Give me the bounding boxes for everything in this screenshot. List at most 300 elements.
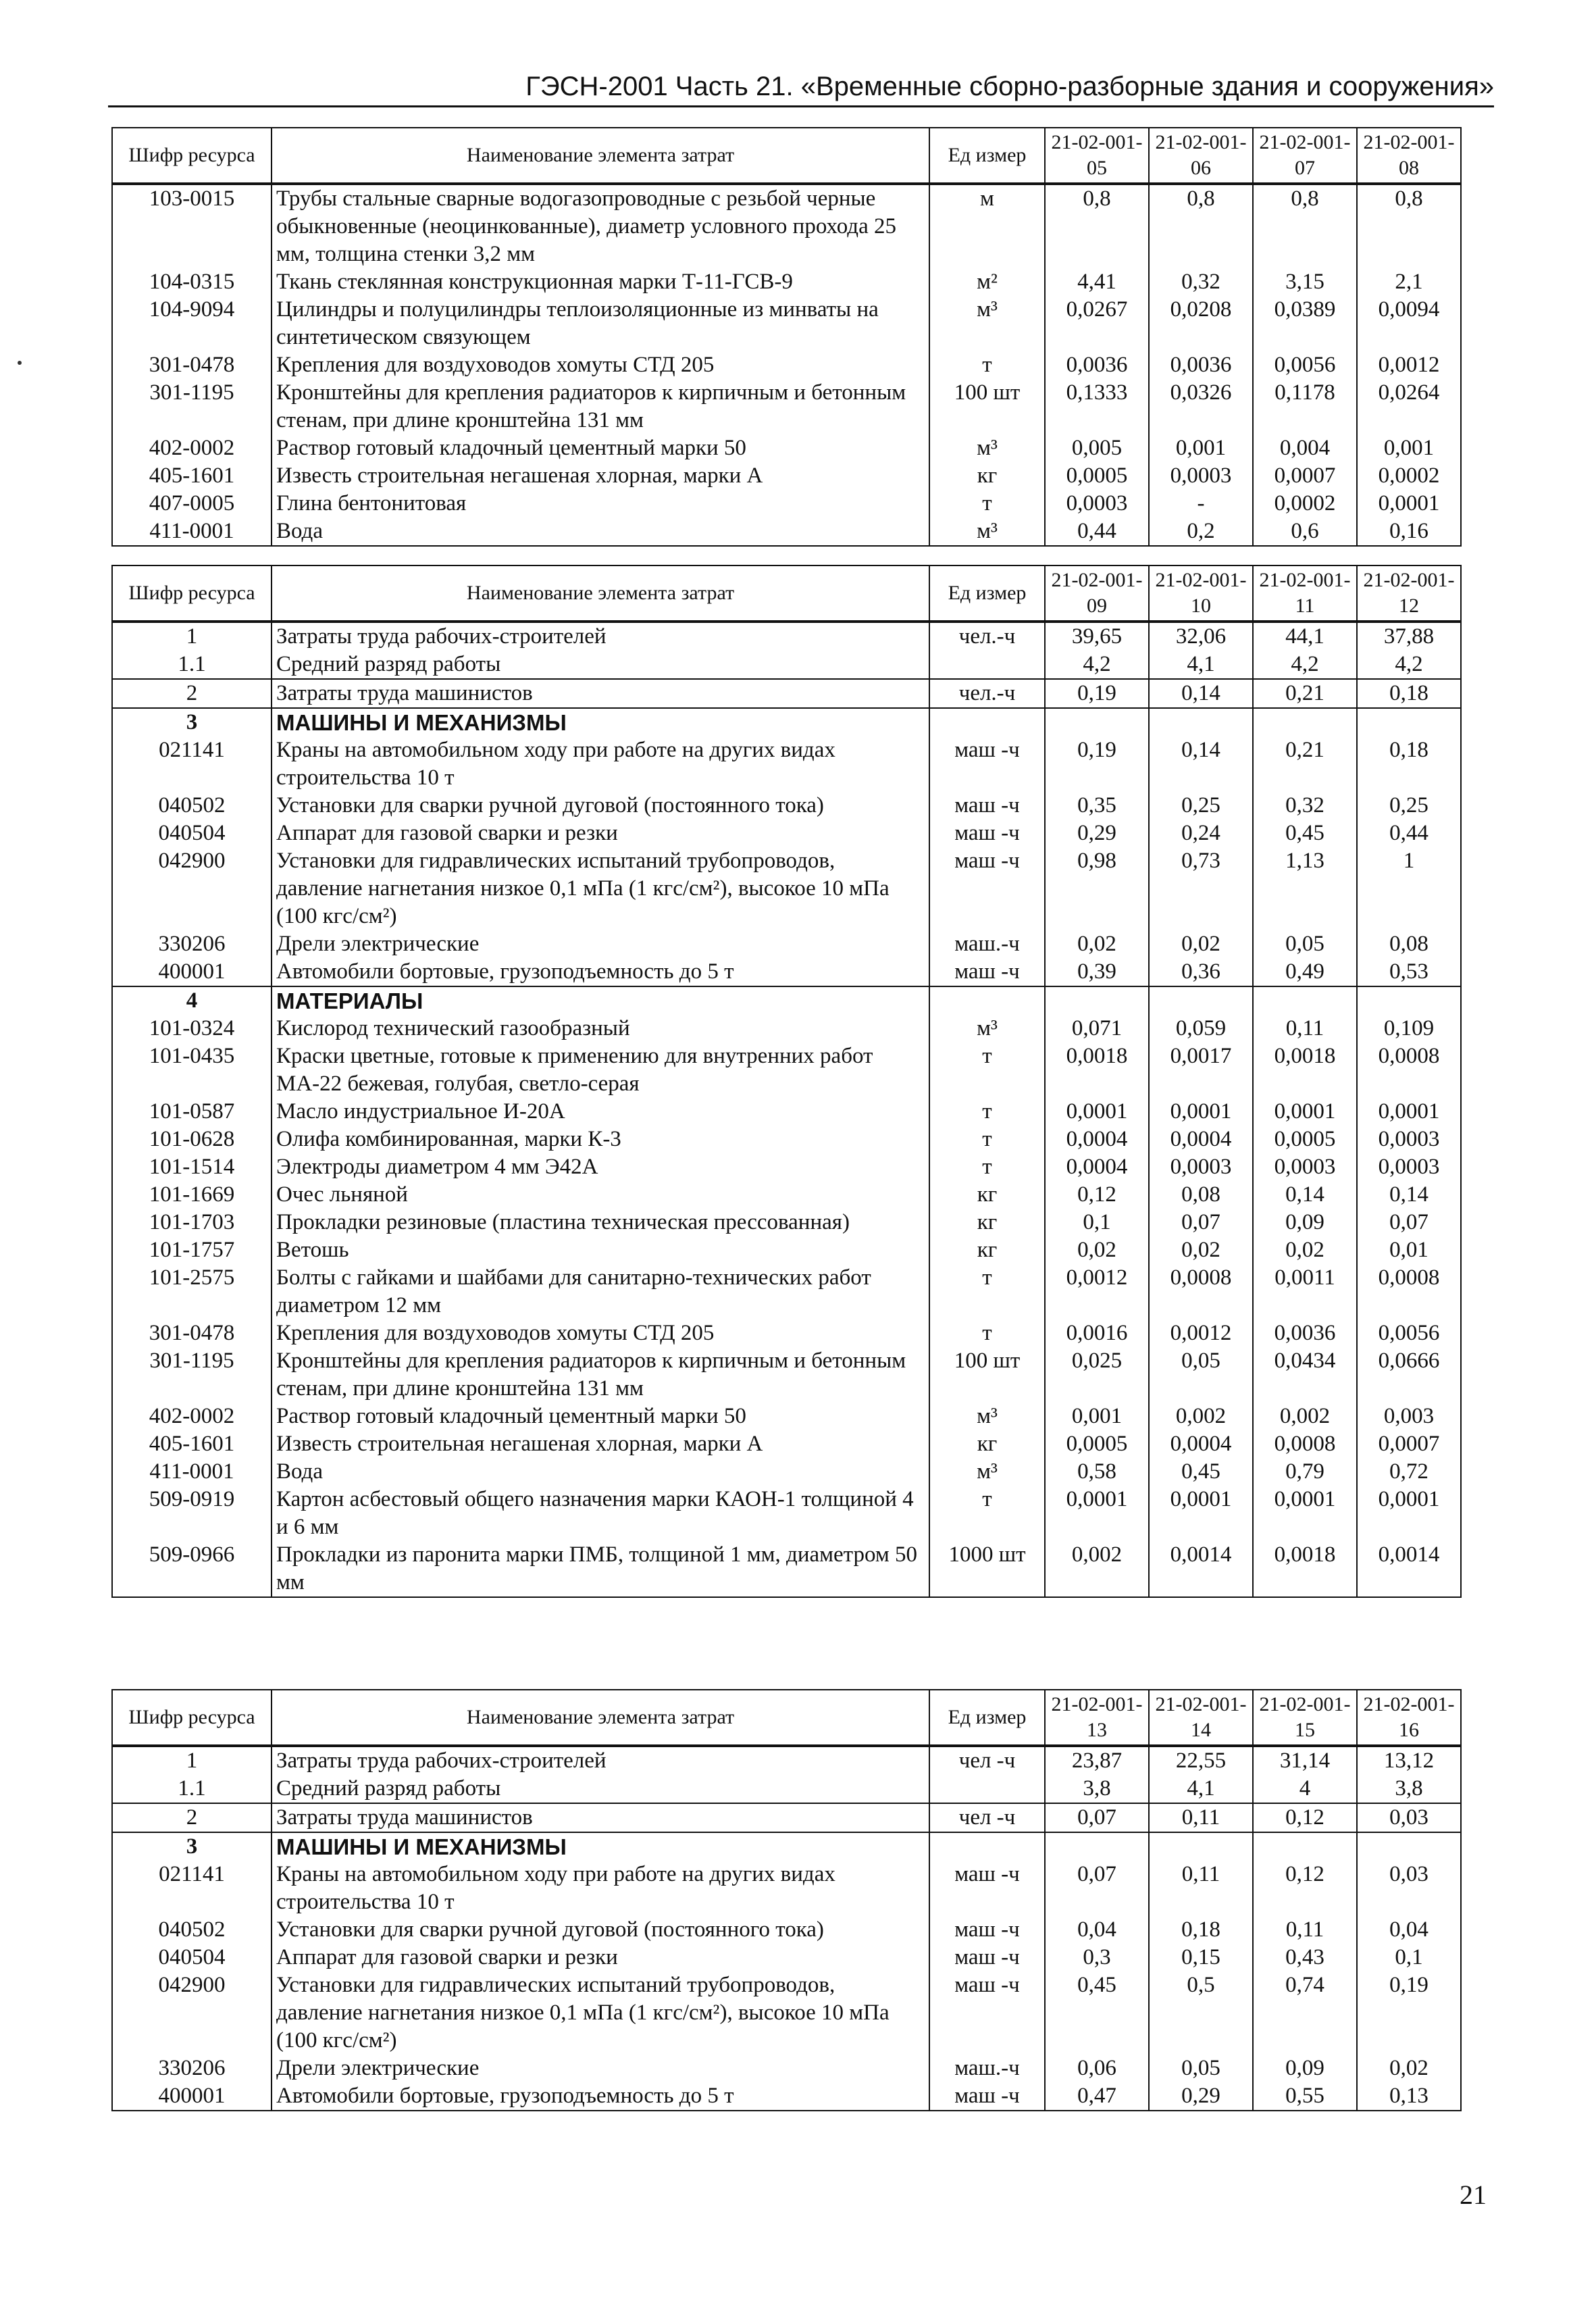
- norm-value: 1,13: [1253, 847, 1357, 930]
- norm-value: 0,8: [1357, 184, 1461, 268]
- norm-value: 3,15: [1253, 268, 1357, 296]
- norm-value: 0,19: [1045, 679, 1149, 708]
- norm-value: 0,0007: [1253, 462, 1357, 490]
- resource-code: 101-0435: [112, 1042, 272, 1098]
- norm-value: 0,74: [1253, 1971, 1357, 2055]
- col-header-code: Шифр ресурса: [112, 565, 272, 622]
- norm-value: 0,0016: [1045, 1319, 1149, 1347]
- norm-value: [1357, 1832, 1461, 1861]
- norm-value: 0,39: [1045, 958, 1149, 986]
- norm-value: 0,07: [1149, 1209, 1253, 1236]
- resource-table-2: [111, 565, 1462, 1598]
- norm-value: 0,14: [1357, 1181, 1461, 1209]
- norm-value: 0,0666: [1357, 1347, 1461, 1403]
- norm-value: 0,25: [1357, 792, 1461, 820]
- norm-value: 0,05: [1149, 1347, 1253, 1403]
- resource-name: Ветошь: [272, 1236, 929, 1264]
- norm-value: 0,44: [1045, 518, 1149, 546]
- col-header-norm: 21-02-001-11: [1253, 565, 1357, 622]
- resource-code: 405-1601: [112, 1430, 272, 1458]
- table-row: [112, 736, 1461, 792]
- unit: маш -ч: [929, 1971, 1045, 2055]
- norm-value: 0,14: [1149, 679, 1253, 708]
- norm-value: 0,0001: [1357, 1098, 1461, 1126]
- resource-name: Затраты труда рабочих-строителей: [272, 622, 929, 651]
- norm-value: 0,24: [1149, 820, 1253, 847]
- norm-value: 0,1333: [1045, 379, 1149, 434]
- norm-value: 0,0007: [1357, 1430, 1461, 1458]
- norm-value: 0,21: [1253, 679, 1357, 708]
- unit: [929, 708, 1045, 736]
- norm-value: [1253, 708, 1357, 736]
- norm-value: 0,12: [1045, 1181, 1149, 1209]
- col-header-norm: 21-02-001-13: [1045, 1690, 1149, 1746]
- norm-value: 2,1: [1357, 268, 1461, 296]
- unit: маш -ч: [929, 847, 1045, 930]
- col-header-norm: 21-02-001-07: [1253, 128, 1357, 184]
- resource-code: 301-1195: [112, 1347, 272, 1403]
- resource-name: Очес льняной: [272, 1181, 929, 1209]
- table-row: [112, 518, 1461, 546]
- norm-value: 0,2: [1149, 518, 1253, 546]
- norm-value: 0,05: [1149, 2055, 1253, 2082]
- norm-value: 0,03: [1357, 1861, 1461, 1916]
- table-row: [112, 1347, 1461, 1403]
- table-row: [112, 1458, 1461, 1486]
- norm-value: 0,0001: [1357, 490, 1461, 518]
- norm-value: 0,0003: [1357, 1126, 1461, 1153]
- unit: маш -ч: [929, 958, 1045, 986]
- unit: т: [929, 490, 1045, 518]
- table-header-row: [112, 128, 1461, 184]
- norm-value: 0,02: [1253, 1236, 1357, 1264]
- norm-value: 0,0208: [1149, 296, 1253, 351]
- norm-value: [1045, 986, 1149, 1015]
- norm-value: 0,0036: [1253, 1319, 1357, 1347]
- norm-value: 0,04: [1045, 1916, 1149, 1944]
- resource-code: 407-0005: [112, 490, 272, 518]
- norm-value: 0,003: [1357, 1403, 1461, 1430]
- resource-code: 400001: [112, 958, 272, 986]
- norm-value: 4,2: [1253, 651, 1357, 679]
- norm-value: 0,11: [1253, 1015, 1357, 1042]
- unit: м³: [929, 1403, 1045, 1430]
- resource-code: 509-0966: [112, 1541, 272, 1597]
- resource-code: 411-0001: [112, 518, 272, 546]
- norm-value: 0,98: [1045, 847, 1149, 930]
- table-row: [112, 268, 1461, 296]
- norm-value: 4: [1253, 1775, 1357, 1803]
- table-row: [112, 1861, 1461, 1916]
- col-header-norm: 21-02-001-15: [1253, 1690, 1357, 1746]
- norm-value: 0,11: [1149, 1803, 1253, 1832]
- resource-code: 103-0015: [112, 184, 272, 268]
- resource-name: Раствор готовый кладочный цементный марки 50: [272, 1403, 929, 1430]
- norm-value: 0,1178: [1253, 379, 1357, 434]
- norm-value: 0,0036: [1149, 351, 1253, 379]
- table-row: [112, 1803, 1461, 1832]
- table-row: [112, 1746, 1461, 1775]
- norm-value: 0,11: [1149, 1861, 1253, 1916]
- table-header-row: [112, 565, 1461, 622]
- norm-value: 0,0004: [1045, 1126, 1149, 1153]
- resource-name: Автомобили бортовые, грузоподъемность до 5 т: [272, 958, 929, 986]
- unit: т: [929, 1098, 1045, 1126]
- resource-name: Прокладки из паронита марки ПМБ, толщиной 1 мм, диаметром 50 мм: [272, 1541, 929, 1597]
- resource-code: 330206: [112, 2055, 272, 2082]
- table-row: [112, 679, 1461, 708]
- norm-value: 0,0001: [1357, 1486, 1461, 1541]
- table-row: [112, 1775, 1461, 1803]
- resource-name: Вода: [272, 1458, 929, 1486]
- resource-code: 101-1514: [112, 1153, 272, 1181]
- unit: т: [929, 1042, 1045, 1098]
- norm-value: 0,002: [1045, 1541, 1149, 1597]
- norm-value: 0,025: [1045, 1347, 1149, 1403]
- resource-code: 040504: [112, 1944, 272, 1971]
- resource-code: 101-0324: [112, 1015, 272, 1042]
- resource-name: Глина бентонитовая: [272, 490, 929, 518]
- norm-value: 0,0264: [1357, 379, 1461, 434]
- norm-value: 0,0005: [1253, 1126, 1357, 1153]
- norm-value: 0,14: [1149, 736, 1253, 792]
- table-row: [112, 296, 1461, 351]
- norm-value: 0,09: [1253, 1209, 1357, 1236]
- col-header-name: Наименование элемента затрат: [272, 128, 929, 184]
- table-row: [112, 379, 1461, 434]
- norm-value: 4,41: [1045, 268, 1149, 296]
- norm-value: 0,21: [1253, 736, 1357, 792]
- norm-value: 0,0267: [1045, 296, 1149, 351]
- norm-value: [1253, 1832, 1357, 1861]
- unit: чел.-ч: [929, 622, 1045, 651]
- table-row: [112, 1541, 1461, 1597]
- norm-value: 4,1: [1149, 1775, 1253, 1803]
- col-header-norm: 21-02-001-08: [1357, 128, 1461, 184]
- unit: м³: [929, 296, 1045, 351]
- norm-value: 0,0001: [1253, 1098, 1357, 1126]
- unit: т: [929, 1126, 1045, 1153]
- resource-name: Кронштейны для крепления радиаторов к кирпичным и бетонным стенам, при длине кронштейна 131 мм: [272, 1347, 929, 1403]
- resource-code: 405-1601: [112, 462, 272, 490]
- resource-code: 330206: [112, 930, 272, 958]
- norm-value: 0,29: [1149, 2082, 1253, 2111]
- resource-name: Средний разряд работы: [272, 1775, 929, 1803]
- norm-value: 37,88: [1357, 622, 1461, 651]
- table-header-row: [112, 1690, 1461, 1746]
- resource-name: Кислород технический газообразный: [272, 1015, 929, 1042]
- norm-value: 32,06: [1149, 622, 1253, 651]
- norm-value: 0,08: [1357, 930, 1461, 958]
- table-row: [112, 184, 1461, 268]
- unit: т: [929, 1153, 1045, 1181]
- unit: м: [929, 184, 1045, 268]
- resource-name: Автомобили бортовые, грузоподъемность до 5 т: [272, 2082, 929, 2111]
- table-row: [112, 820, 1461, 847]
- norm-value: 0,3: [1045, 1944, 1149, 1971]
- resource-code: 040504: [112, 820, 272, 847]
- norm-value: 0,0001: [1149, 1486, 1253, 1541]
- norm-value: 0,02: [1149, 1236, 1253, 1264]
- norm-value: 0,001: [1149, 434, 1253, 462]
- norm-value: 0,071: [1045, 1015, 1149, 1042]
- norm-value: 3,8: [1045, 1775, 1149, 1803]
- norm-value: 0,16: [1357, 518, 1461, 546]
- norm-value: 0,04: [1357, 1916, 1461, 1944]
- col-header-norm: 21-02-001-16: [1357, 1690, 1461, 1746]
- resource-code: 400001: [112, 2082, 272, 2111]
- norm-value: 0,0008: [1357, 1264, 1461, 1319]
- table-row: [112, 958, 1461, 986]
- unit: [929, 1832, 1045, 1861]
- resource-name: Крепления для воздуховодов хомуты СТД 205: [272, 1319, 929, 1347]
- norm-value: 0,18: [1357, 679, 1461, 708]
- resource-name: Дрели электрические: [272, 930, 929, 958]
- norm-value: 0,12: [1253, 1861, 1357, 1916]
- resource-code: 3: [112, 1832, 272, 1861]
- norm-value: 0,0003: [1357, 1153, 1461, 1181]
- norm-value: 0,0056: [1357, 1319, 1461, 1347]
- norm-value: 3,8: [1357, 1775, 1461, 1803]
- resource-code: 301-0478: [112, 351, 272, 379]
- norm-value: 0,55: [1253, 2082, 1357, 2111]
- norm-value: 0,0008: [1357, 1042, 1461, 1098]
- resource-name: Известь строительная негашеная хлорная, марки А: [272, 462, 929, 490]
- norm-value: [1149, 708, 1253, 736]
- resource-code: 040502: [112, 792, 272, 820]
- resource-name: Установки для сварки ручной дуговой (постоянного тока): [272, 792, 929, 820]
- norm-value: 0,0004: [1149, 1430, 1253, 1458]
- norm-value: 0,0008: [1149, 1264, 1253, 1319]
- table-row: [112, 1181, 1461, 1209]
- norm-value: 0,0012: [1045, 1264, 1149, 1319]
- resource-table-1: [111, 127, 1462, 547]
- resource-code: 402-0002: [112, 434, 272, 462]
- table-row: [112, 1126, 1461, 1153]
- table-row: [112, 930, 1461, 958]
- table-row: [112, 847, 1461, 930]
- norm-value: 0,0001: [1045, 1098, 1149, 1126]
- resource-code: 1.1: [112, 1775, 272, 1803]
- norm-value: [1045, 1832, 1149, 1861]
- resource-code: 411-0001: [112, 1458, 272, 1486]
- section-row: [112, 1832, 1461, 1861]
- norm-value: 0,8: [1045, 184, 1149, 268]
- norm-value: 0,005: [1045, 434, 1149, 462]
- norm-value: 0,13: [1357, 2082, 1461, 2111]
- norm-value: 0,0003: [1253, 1153, 1357, 1181]
- resource-code: 301-1195: [112, 379, 272, 434]
- table-row: [112, 462, 1461, 490]
- norm-value: 0,0005: [1045, 462, 1149, 490]
- unit: чел.-ч: [929, 679, 1045, 708]
- norm-value: 0,0014: [1357, 1541, 1461, 1597]
- table-row: [112, 1971, 1461, 2055]
- table-row: [112, 434, 1461, 462]
- norm-value: 0,12: [1253, 1803, 1357, 1832]
- resource-code: 301-0478: [112, 1319, 272, 1347]
- norm-value: 0,45: [1149, 1458, 1253, 1486]
- norm-value: 0,36: [1149, 958, 1253, 986]
- resource-name: Дрели электрические: [272, 2055, 929, 2082]
- table-row: [112, 1916, 1461, 1944]
- resource-name: Аппарат для газовой сварки и резки: [272, 1944, 929, 1971]
- norm-value: 1: [1357, 847, 1461, 930]
- norm-value: 0,08: [1149, 1181, 1253, 1209]
- resource-code: 104-0315: [112, 268, 272, 296]
- col-header-norm: 21-02-001-10: [1149, 565, 1253, 622]
- resource-name: Трубы стальные сварные водогазопроводные с резьбой черные обыкновенные (неоцинкованные), диаметр условного прохода 25 мм, толщина стенки 3,2 мм: [272, 184, 929, 268]
- norm-value: 0,32: [1253, 792, 1357, 820]
- resource-code: 1: [112, 1746, 272, 1775]
- unit: т: [929, 1319, 1045, 1347]
- norm-value: 0,25: [1149, 792, 1253, 820]
- unit: маш.-ч: [929, 2055, 1045, 2082]
- norm-value: 0,059: [1149, 1015, 1253, 1042]
- unit: кг: [929, 462, 1045, 490]
- table-row: [112, 1944, 1461, 1971]
- norm-value: 0,47: [1045, 2082, 1149, 2111]
- norm-value: 0,35: [1045, 792, 1149, 820]
- resource-name: Краски цветные, готовые к применению для внутренних работ МА-22 бежевая, голубая, светло-серая: [272, 1042, 929, 1098]
- norm-value: 0,8: [1149, 184, 1253, 268]
- col-header-code: Шифр ресурса: [112, 1690, 272, 1746]
- norm-value: 39,65: [1045, 622, 1149, 651]
- resource-name: Установки для гидравлических испытаний трубопроводов, давление нагнетания низкое 0,1 мПа (1 кгс/см²), высокое 10 мПа (100 кгс/см²): [272, 1971, 929, 2055]
- table-row: [112, 1015, 1461, 1042]
- norm-value: 0,53: [1357, 958, 1461, 986]
- resource-name: Затраты труда машинистов: [272, 1803, 929, 1832]
- section-row: [112, 708, 1461, 736]
- norm-value: 0,0018: [1045, 1042, 1149, 1098]
- norm-value: 4,2: [1357, 651, 1461, 679]
- resource-name: Затраты труда рабочих-строителей: [272, 1746, 929, 1775]
- norm-value: 0,73: [1149, 847, 1253, 930]
- table-row: [112, 651, 1461, 679]
- norm-value: 0,58: [1045, 1458, 1149, 1486]
- norm-value: 0,02: [1045, 930, 1149, 958]
- norm-value: 0,002: [1253, 1403, 1357, 1430]
- resource-name: МАТЕРИАЛЫ: [272, 986, 929, 1015]
- resource-name: Болты с гайками и шайбами для санитарно-технических работ диаметром 12 мм: [272, 1264, 929, 1319]
- resource-code: 101-0587: [112, 1098, 272, 1126]
- resource-code: 040502: [112, 1916, 272, 1944]
- resource-name: Масло индустриальное И-20А: [272, 1098, 929, 1126]
- norm-value: 31,14: [1253, 1746, 1357, 1775]
- norm-value: 0,44: [1357, 820, 1461, 847]
- page-header: ГЭСН-2001 Часть 21. «Временные сборно-разборные здания и сооружения»: [108, 70, 1494, 107]
- table-row: [112, 792, 1461, 820]
- norm-value: 0,07: [1045, 1803, 1149, 1832]
- table-row: [112, 1319, 1461, 1347]
- norm-value: 0,11: [1253, 1916, 1357, 1944]
- resource-name: Средний разряд работы: [272, 651, 929, 679]
- unit: м³: [929, 1015, 1045, 1042]
- norm-value: 0,29: [1045, 820, 1149, 847]
- norm-value: 0,06: [1045, 2055, 1149, 2082]
- table-row: [112, 1486, 1461, 1541]
- unit: т: [929, 351, 1045, 379]
- norm-value: 0,02: [1045, 1236, 1149, 1264]
- norm-value: [1357, 708, 1461, 736]
- col-header-unit: Ед измер: [929, 128, 1045, 184]
- norm-value: 0,0056: [1253, 351, 1357, 379]
- norm-value: [1149, 986, 1253, 1015]
- unit: кг: [929, 1181, 1045, 1209]
- unit: 100 шт: [929, 1347, 1045, 1403]
- norm-value: 0,0389: [1253, 296, 1357, 351]
- unit: 100 шт: [929, 379, 1045, 434]
- resource-code: 1.1: [112, 651, 272, 679]
- norm-value: 0,0004: [1149, 1126, 1253, 1153]
- unit: маш -ч: [929, 736, 1045, 792]
- resource-code: 2: [112, 1803, 272, 1832]
- col-header-norm: 21-02-001-14: [1149, 1690, 1253, 1746]
- table-row: [112, 1209, 1461, 1236]
- resource-code: 021141: [112, 1861, 272, 1916]
- norm-value: [1045, 708, 1149, 736]
- unit: маш.-ч: [929, 930, 1045, 958]
- resource-name: Цилиндры и полуцилиндры теплоизоляционные из минваты на синтетическом связующем: [272, 296, 929, 351]
- resource-code: 104-9094: [112, 296, 272, 351]
- norm-value: 0,01: [1357, 1236, 1461, 1264]
- norm-value: 22,55: [1149, 1746, 1253, 1775]
- unit: м³: [929, 434, 1045, 462]
- resource-table-3: [111, 1689, 1462, 2111]
- norm-value: 0,0018: [1253, 1042, 1357, 1098]
- resource-code: 101-2575: [112, 1264, 272, 1319]
- norm-value: 0,0012: [1149, 1319, 1253, 1347]
- resource-code: 4: [112, 986, 272, 1015]
- norm-value: 0,1: [1357, 1944, 1461, 1971]
- norm-value: [1253, 986, 1357, 1015]
- table-row: [112, 351, 1461, 379]
- resource-name: Установки для сварки ручной дуговой (постоянного тока): [272, 1916, 929, 1944]
- norm-value: 0,09: [1253, 2055, 1357, 2082]
- resource-name: Известь строительная негашеная хлорная, марки А: [272, 1430, 929, 1458]
- resource-name: Вода: [272, 518, 929, 546]
- resource-code: 101-0628: [112, 1126, 272, 1153]
- norm-value: [1357, 986, 1461, 1015]
- table-row: [112, 1430, 1461, 1458]
- resource-name: Крепления для воздуховодов хомуты СТД 205: [272, 351, 929, 379]
- resource-code: 101-1703: [112, 1209, 272, 1236]
- norm-value: 4,2: [1045, 651, 1149, 679]
- norm-value: 0,02: [1149, 930, 1253, 958]
- norm-value: 0,0003: [1149, 462, 1253, 490]
- norm-value: 0,32: [1149, 268, 1253, 296]
- resource-code: 101-1757: [112, 1236, 272, 1264]
- unit: маш -ч: [929, 792, 1045, 820]
- table-row: [112, 1153, 1461, 1181]
- resource-code: 3: [112, 708, 272, 736]
- section-row: [112, 986, 1461, 1015]
- unit: м³: [929, 1458, 1045, 1486]
- resource-code: 509-0919: [112, 1486, 272, 1541]
- norm-value: 0,0001: [1149, 1098, 1253, 1126]
- unit: чел -ч: [929, 1803, 1045, 1832]
- norm-value: 0,0011: [1253, 1264, 1357, 1319]
- unit: т: [929, 1264, 1045, 1319]
- norm-value: 0,18: [1357, 736, 1461, 792]
- table-row: [112, 1042, 1461, 1098]
- resource-code: 2: [112, 679, 272, 708]
- norm-value: 0,004: [1253, 434, 1357, 462]
- unit: кг: [929, 1236, 1045, 1264]
- table-row: [112, 2082, 1461, 2111]
- col-header-name: Наименование элемента затрат: [272, 565, 929, 622]
- norm-value: 0,43: [1253, 1944, 1357, 1971]
